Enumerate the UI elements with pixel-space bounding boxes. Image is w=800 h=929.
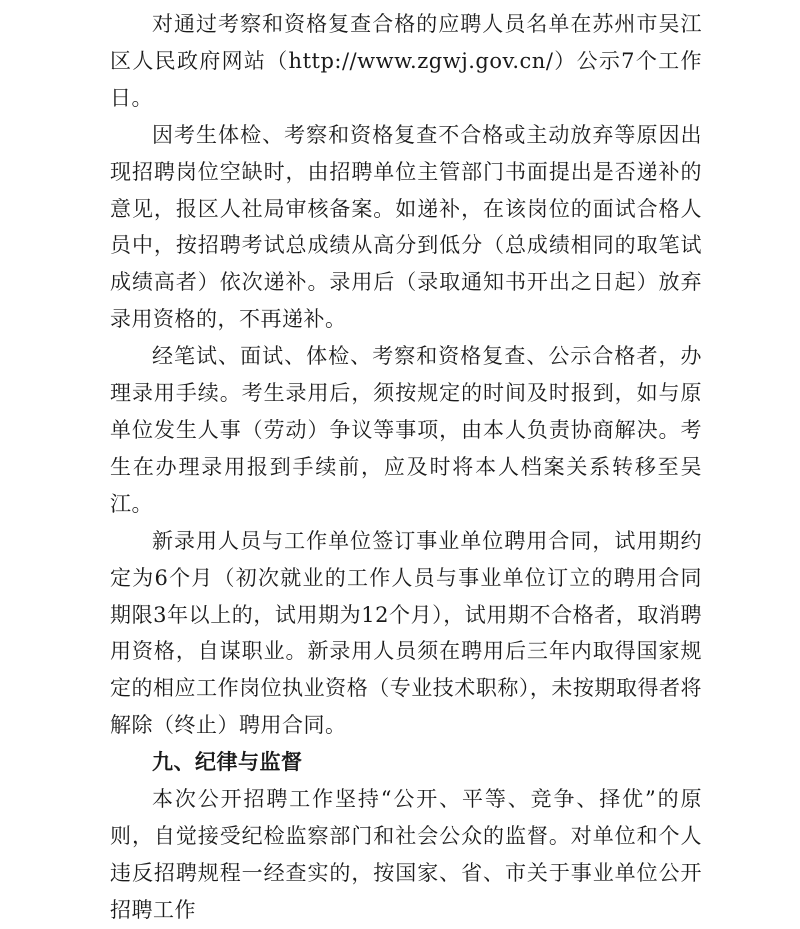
paragraph-discipline-supervision: 本次公开招聘工作坚持“公开、平等、竞争、择优”的原则，自觉接受纪检监察部门和社会公众的监督。对单位和个人违反招聘规程一经查实的，按国家、省、市关于事业单位公开招聘工作 xyxy=(110,787,702,922)
paragraph-probation-contract: 新录用人员与工作单位签订事业单位聘用合同，试用期约定为6个月（初次就业的工作人员与事业单位订立的聘用合同期限3年以上的，试用期为12个月），试用期不合格者，取消聘用资格，自谋职业。新录用人员须在聘用后三年内取得国家规定的相应工作岗位执业资格（专业技术职称），未按期取得者将解除（终止）聘用合同。 xyxy=(110,528,702,738)
paragraph-announcement: 对通过考察和资格复查合格的应聘人员名单在苏州市吴江区人民政府网站（http://www.zgwj.gov.cn/）公示7个工作日。 xyxy=(110,12,702,110)
document-body xyxy=(110,6,702,929)
paragraph-employment-procedure: 经笔试、面试、体检、考察和资格复查、公示合格者，办理录用手续。考生录用后，须按规定的时间及时报到，如与原单位发生人事（劳动）争议等事项，由本人负责协商解决。考生在办理录用报到手续前，应及时将本人档案关系转移至吴江。 xyxy=(110,344,702,516)
paragraph-vacancy-substitution: 因考生体检、考察和资格复查不合格或主动放弃等原因出现招聘岗位空缺时，由招聘单位主管部门书面提出是否递补的意见，报区人社局审核备案。如递补，在该岗位的面试合格人员中，按招聘考试总成绩从高分到低分（总成绩相同的取笔试成绩高者）依次递补。录用后（录取通知书开出之日起）放弃录用资格的，不再递补。 xyxy=(110,122,702,332)
section-heading-discipline: 九、纪律与监督 xyxy=(152,750,303,775)
